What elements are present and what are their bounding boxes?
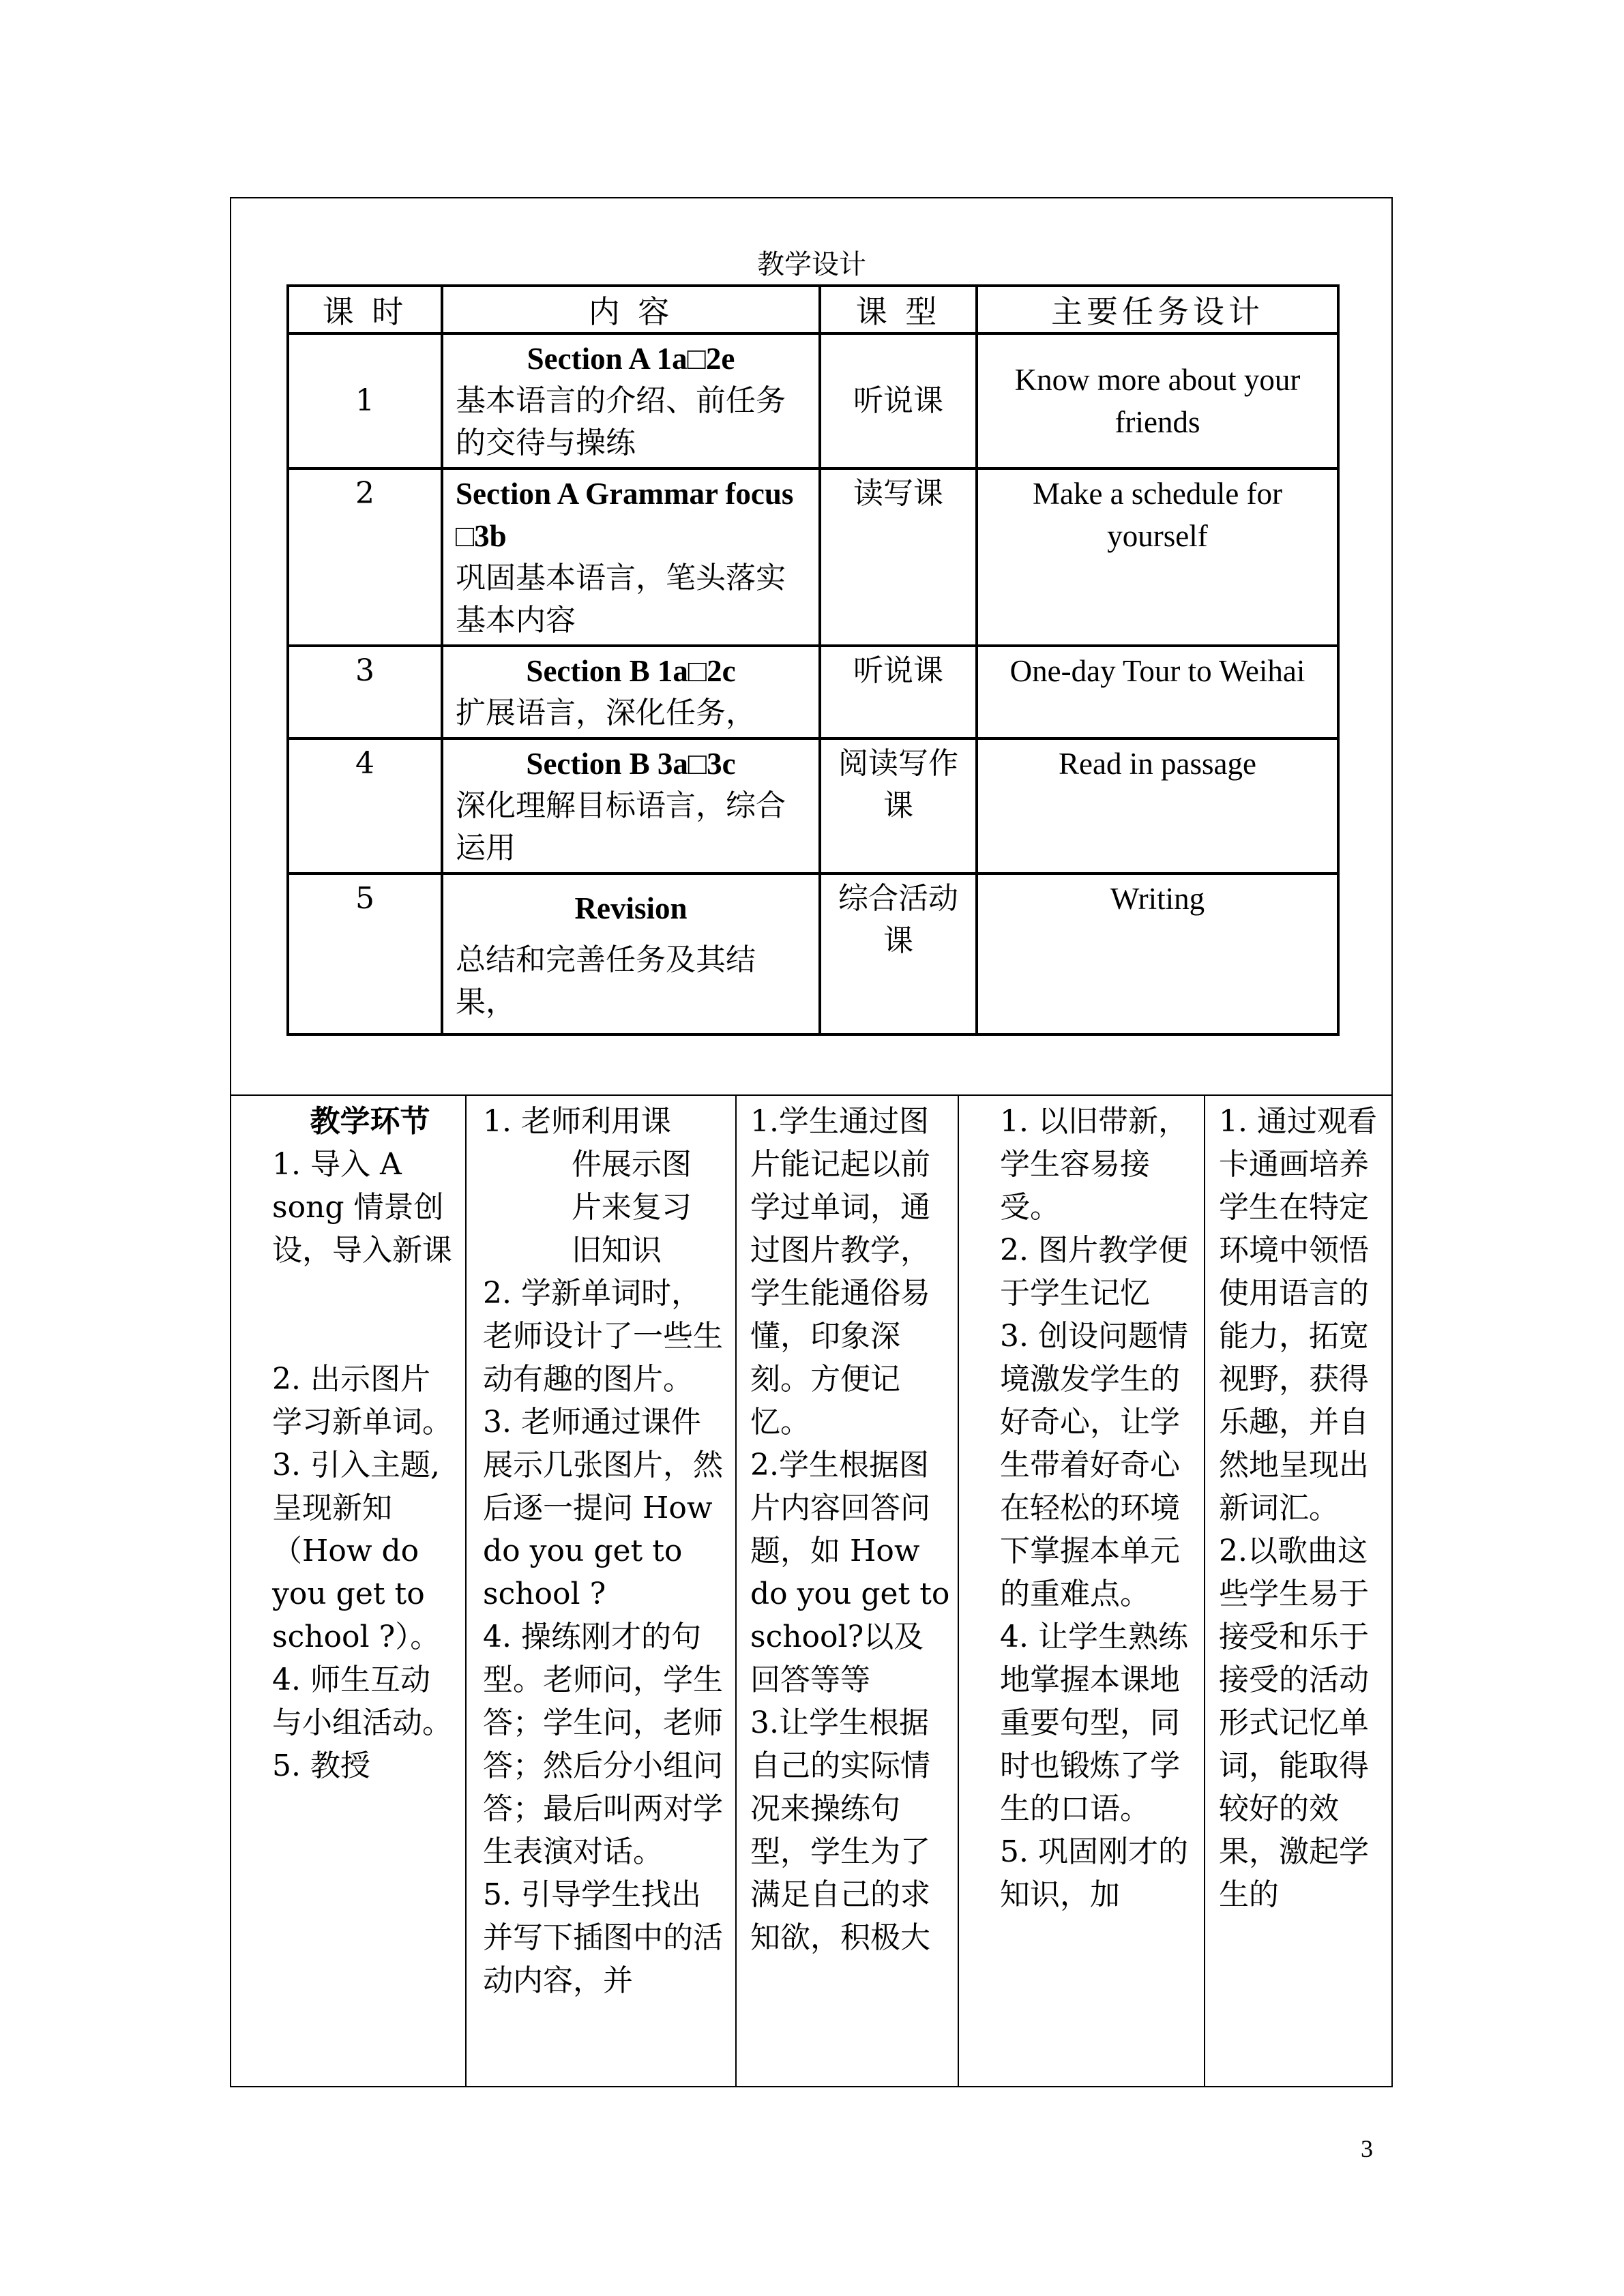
section-title: Section B 3a□3c	[526, 747, 736, 781]
teacher-activity-column	[465, 1096, 735, 2087]
lesson-type: 听说课	[820, 333, 977, 468]
section-desc: 深化理解目标语言，综合运用	[456, 788, 786, 865]
process-steps-column	[230, 1096, 465, 2087]
teacher-activity: 2. 学新单词时，老师设计了一些生动有趣的图片。	[483, 1276, 723, 1397]
student-activity-column	[735, 1096, 958, 2087]
header-content: 内 容	[442, 286, 820, 333]
row-content	[442, 333, 820, 468]
header-task: 主要任务设计	[977, 286, 1338, 333]
process-step: 1. 导入 A song 情景创设，导入新课	[272, 1147, 452, 1268]
design-purpose: 2. 图片教学便于学生记忆	[1000, 1233, 1188, 1311]
teacher-activity: 件展示图	[572, 1147, 692, 1182]
section-desc: 总结和完善任务及其结果，	[456, 942, 756, 1019]
process-step: 4. 师生互动与小组活动。	[272, 1663, 452, 1740]
section-desc: 基本语言的介绍、前任务的交待与操练	[456, 383, 786, 460]
process-step: 3. 引入主题,呈现新知（How do you get to school ?）。	[272, 1448, 441, 1654]
row-content	[442, 646, 820, 739]
table-row	[288, 874, 1338, 1034]
design-purpose: 4. 让学生熟练地掌握本课地重要句型，同时也锻炼了学生的口语。	[1000, 1620, 1188, 1826]
effect-column	[1204, 1096, 1393, 2087]
process-step: 5. 教授	[272, 1748, 370, 1783]
table-row	[288, 468, 1338, 646]
table-header-row	[288, 286, 1338, 333]
teacher-activity: 片来复习	[572, 1190, 692, 1225]
teaching-process-table	[230, 1096, 1393, 2087]
student-activity: 1.学生通过图片能记起以前学过单词，通过图片教学，学生能通俗易懂，印象深刻。方便记忆。	[750, 1104, 930, 1440]
student-activity: 3.让学生根据自己的实际情况来操练句型，学生为了满足自己的求知欲，积极大	[750, 1705, 930, 1955]
section-title: Revision	[574, 891, 688, 925]
header-period: 课 时	[288, 286, 442, 333]
lesson-type: 阅读写作课	[820, 739, 977, 874]
student-activity: 2.学生根据图片内容回答问题，如 How do you get to school?以及回答等等	[750, 1448, 950, 1697]
row-number: 4	[288, 739, 442, 874]
row-number: 5	[288, 874, 442, 1034]
expected-effect: 2.以歌曲这些学生易于接受和乐于接受的活动形式记忆单词，能取得较好的效果，激起学生的	[1219, 1534, 1369, 1912]
task-design: Make a schedule for yourself	[977, 468, 1338, 646]
section-title: Section B 1a□2c	[526, 654, 736, 688]
section-title: Section A 1a□2e	[527, 342, 735, 376]
task-design: Read in passage	[977, 739, 1338, 874]
row-content	[442, 739, 820, 874]
page-number: 3	[1361, 2135, 1373, 2162]
teacher-activity: 1. 老师利用课	[483, 1104, 671, 1139]
process-heading: 教学环节	[310, 1104, 430, 1139]
teacher-activity: 3. 老师通过课件展示几张图片，然后逐一提问 How do you get to school ?	[483, 1405, 723, 1611]
section-desc: 扩展语言，深化任务，	[456, 696, 756, 730]
expected-effect: 1. 通过观看卡通画培养学生在特定环境中领悟使用语言的能力，拓宽视野，获得乐趣，并自然地呈现出新词汇。	[1219, 1104, 1377, 1525]
task-design: Know more about your friends	[977, 333, 1338, 468]
design-purpose: 1. 以旧带新，学生容易接受。	[1000, 1104, 1188, 1225]
table-row	[288, 333, 1338, 468]
row-number: 2	[288, 468, 442, 646]
lesson-plan-table	[286, 284, 1340, 1036]
lesson-type: 读写课	[820, 468, 977, 646]
task-design: Writing	[977, 874, 1338, 1034]
design-purpose-column	[958, 1096, 1204, 2087]
row-number: 1	[288, 333, 442, 468]
row-content	[442, 874, 820, 1034]
row-number: 3	[288, 646, 442, 739]
process-step: 2. 出示图片学习新单词。	[272, 1362, 452, 1440]
teacher-activity: 4. 操练刚才的句型。老师问，学生答；学生问，老师答；然后分小组问答；最后叫两对学生表演对话。	[483, 1620, 723, 1869]
design-purpose: 5. 巩固刚才的知识，加	[1000, 1834, 1188, 1912]
teacher-activity: 5. 引导学生找出并写下插图中的活动内容，并	[483, 1877, 723, 1998]
task-design: One-day Tour to Weihai	[977, 646, 1338, 739]
lesson-type: 听说课	[820, 646, 977, 739]
table-row	[288, 739, 1338, 874]
table-row	[288, 646, 1338, 739]
lesson-type: 综合活动课	[820, 874, 977, 1034]
design-title: 教学设计	[757, 249, 866, 280]
row-content	[442, 468, 820, 646]
section-title: Section A Grammar focus □3b	[456, 477, 794, 553]
design-purpose: 3. 创设问题情境激发学生的好奇心，让学生带着好奇心在轻松的环境下掌握本单元的重难点。	[1000, 1319, 1188, 1611]
teacher-activity: 旧知识	[572, 1233, 662, 1268]
section-desc: 巩固基本语言，笔头落实基本内容	[456, 561, 786, 638]
header-type: 课 型	[820, 286, 977, 333]
